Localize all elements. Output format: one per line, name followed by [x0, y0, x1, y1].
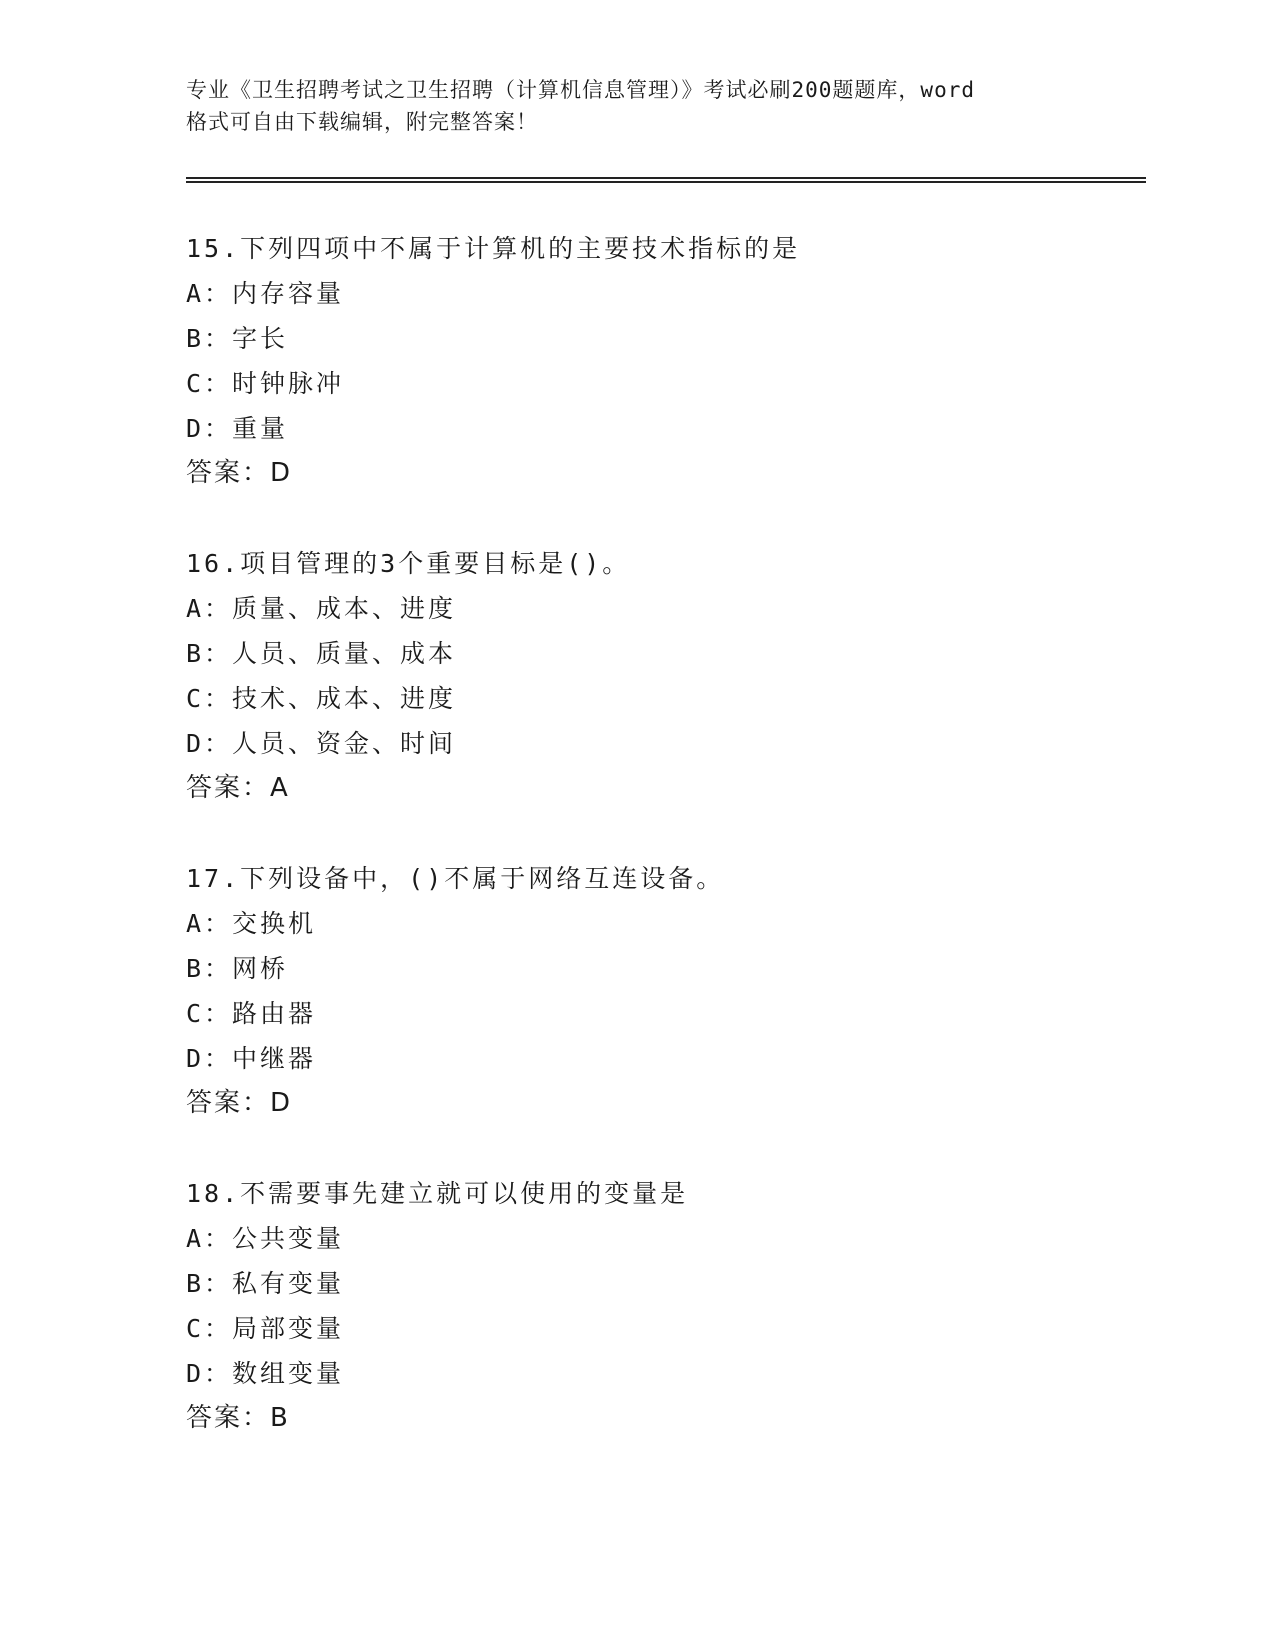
option-d: D：重量	[186, 414, 289, 443]
header-line-1: 专业《卫生招聘考试之卫生招聘（计算机信息管理）》考试必刷200题题库，word	[186, 78, 975, 102]
question-block	[186, 541, 1146, 811]
header-line-2: 格式可自由下载编辑，附完整答案！	[186, 110, 538, 134]
option-b: B：字长	[186, 324, 289, 353]
option-a: A：质量、成本、进度	[186, 594, 457, 623]
option-d: D：人员、资金、时间	[186, 729, 457, 758]
option-c: C：时钟脉冲	[186, 369, 345, 398]
document-header	[186, 74, 1086, 138]
answer-line: 答案：A	[186, 773, 290, 803]
question-stem: 18.不需要事先建立就可以使用的变量是	[186, 1179, 689, 1208]
option-a: A：交换机	[186, 909, 317, 938]
question-stem: 17.下列设备中，()不属于网络互连设备。	[186, 864, 725, 893]
option-b: B：私有变量	[186, 1269, 345, 1298]
question-block	[186, 226, 1146, 496]
question-block	[186, 1171, 1146, 1441]
question-block	[186, 856, 1146, 1126]
answer-line: 答案：B	[186, 1403, 290, 1433]
option-d: D：数组变量	[186, 1359, 345, 1388]
option-d: D：中继器	[186, 1044, 317, 1073]
option-c: C：局部变量	[186, 1314, 345, 1343]
option-b: B：人员、质量、成本	[186, 639, 457, 668]
option-c: C：路由器	[186, 999, 317, 1028]
option-a: A：内存容量	[186, 279, 345, 308]
question-stem: 16.项目管理的3个重要目标是()。	[186, 549, 631, 578]
question-stem: 15.下列四项中不属于计算机的主要技术指标的是	[186, 234, 801, 263]
option-a: A：公共变量	[186, 1224, 345, 1253]
header-double-rule	[186, 177, 1146, 183]
option-b: B：网桥	[186, 954, 289, 983]
answer-line: 答案：D	[186, 1088, 293, 1118]
option-c: C：技术、成本、进度	[186, 684, 457, 713]
answer-line: 答案：D	[186, 458, 293, 488]
